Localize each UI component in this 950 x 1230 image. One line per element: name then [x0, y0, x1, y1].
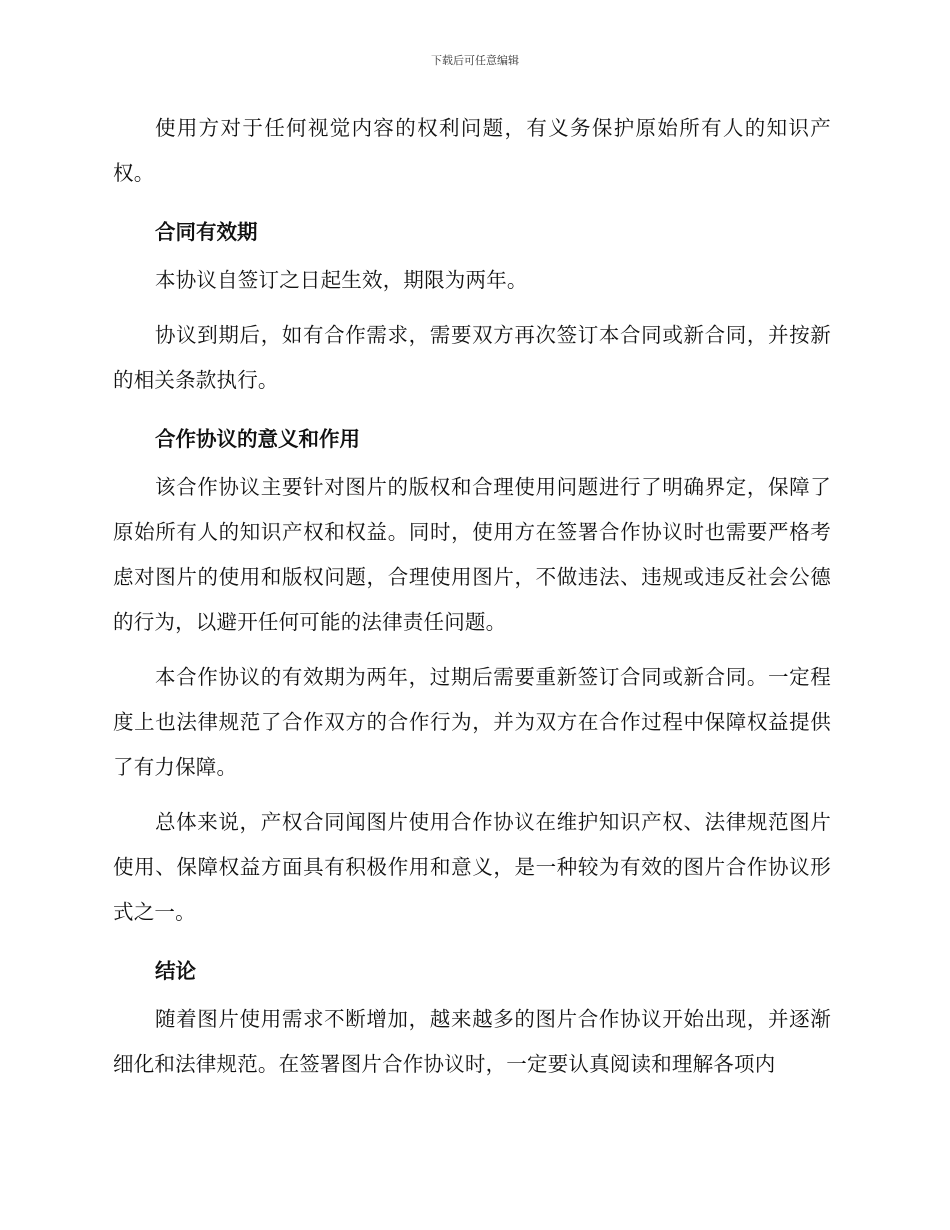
heading-contract-validity: 合同有效期 [155, 220, 258, 244]
heading-conclusion: 结论 [155, 959, 196, 983]
heading-significance: 合作协议的意义和作用 [155, 427, 360, 451]
paragraph-ip-protection: 使用方对于任何视觉内容的权利问题，有义务保护原始所有人的知识产权。 [113, 116, 831, 185]
document-body [113, 106, 831, 1097]
paragraph-significance-2: 本合作协议的有效期为两年，过期后需要重新签订合同或新合同。一定程度上也法律规范了合作双方的合作行为，并为双方在合作过程中保障权益提供了有力保障。 [113, 665, 831, 779]
paragraph-conclusion: 随着图片使用需求不断增加，越来越多的图片合作协议开始出现，并逐渐细化和法律规范。在签署图片合作协议时，一定要认真阅读和理解各项内 [113, 1007, 831, 1076]
page-header-note: 下载后可任意编辑 [431, 54, 519, 67]
paragraph-renewal: 协议到期后，如有合作需求，需要双方再次签订本合同或新合同，并按新的相关条款执行。 [113, 323, 831, 392]
paragraph-summary: 总体来说，产权合同闻图片使用合作协议在维护知识产权、法律规范图片使用、保障权益方面具有积极作用和意义，是一种较为有效的图片合作协议形式之一。 [113, 810, 831, 924]
paragraph-significance-1: 该合作协议主要针对图片的版权和合理使用问题进行了明确界定，保障了原始所有人的知识产权和权益。同时，使用方在签署合作协议时也需要严格考虑对图片的使用和版权问题，合理使用图片，不做违法、违规或违反社会公德的行为，以避开任何可能的法律责任问题。 [113, 475, 831, 634]
paragraph-effective-date: 本协议自签订之日起生效，期限为两年。 [155, 268, 528, 292]
